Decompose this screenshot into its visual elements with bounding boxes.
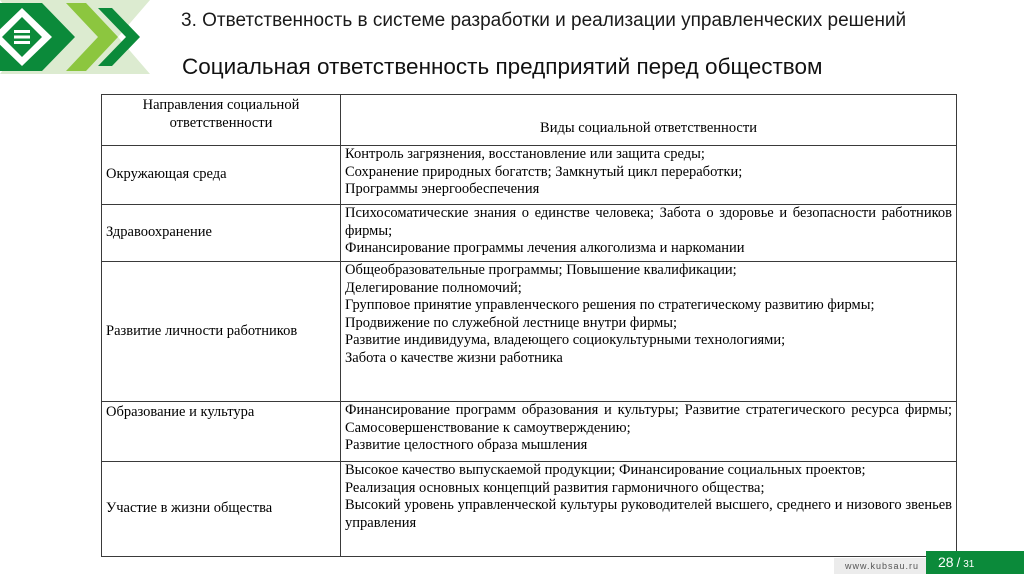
directions-header [102,95,341,146]
kind-item: Высокий уровень управленческой культуры руководителей высшего, среднего и низового звеньев управления [345,497,952,531]
kind-item: Развитие целостного образа мышления [345,437,588,453]
kind-item: Делегирование полномочий; [345,279,522,296]
kinds-header: Виды социальной ответственности [341,95,957,146]
table-row [102,402,957,462]
kubsau-logo-icon [0,0,160,74]
page-number-badge [926,551,1024,574]
kind-item: Реализация основных концепций развития гармоничного общества; [345,479,765,496]
table-row [102,462,957,557]
direction-cell: Здравоохранение [102,205,341,262]
directions-header-line1: Направления социальной [142,97,300,113]
kinds-cell [341,402,957,462]
kind-item: Высокое качество выпускаемой продукции; Финансирование социальных проектов; [345,462,866,478]
kind-item: Контроль загрязнения, восстановление или защита среды; [345,146,705,162]
kind-item: Групповое принятие управленческого решения по стратегическому развитию фирмы; [345,297,875,313]
table-row [102,262,957,402]
kind-item: Общеобразовательные программы; Повышение квалификации; [345,262,737,278]
directions-header-line2: ответственности [169,114,273,131]
direction-cell: Окружающая среда [102,146,341,205]
section-title: 3. Ответственность в системе разработки и реализации управленческих решений [181,10,907,31]
kind-item: Забота о качестве жизни работника [345,349,563,366]
page-total: 31 [963,559,975,570]
kind-item: Развитие индивидуума, владеющего социокультурными технологиями; [345,332,786,348]
social-responsibility-table [101,94,957,557]
direction-cell: Образование и культура [102,402,341,462]
kind-item: Сохранение природных богатств; Замкнутый цикл переработки; [345,163,743,180]
kinds-cell [341,146,957,205]
kind-item: Финансирование программ образования и культуры; Развитие стратегического ресурса фирмы; Самосовершенствование к самоутверждению; [345,402,952,436]
table-row [102,205,957,262]
kind-item: Программы энергообеспечения [345,181,540,197]
page-current: 28 [938,554,954,570]
kind-item: Финансирование программы лечения алкоголизма и наркомании [345,240,745,256]
slide-title: Социальная ответственность предприятий перед обществом [182,54,823,79]
footer-website: www.kubsau.ru [834,558,930,574]
kinds-cell [341,462,957,557]
direction-cell: Развитие личности работников [102,262,341,402]
kinds-cell [341,205,957,262]
kind-item: Психосоматические знания о единстве человека; Забота о здоровье и безопасности работников фирмы; [345,205,952,239]
direction-cell: Участие в жизни общества [102,462,341,557]
kind-item: Продвижение по служебной лестнице внутри фирмы; [345,314,678,331]
table-header-row [102,95,957,146]
kinds-cell [341,262,957,402]
table-row [102,146,957,205]
page-separator: / [956,555,961,570]
